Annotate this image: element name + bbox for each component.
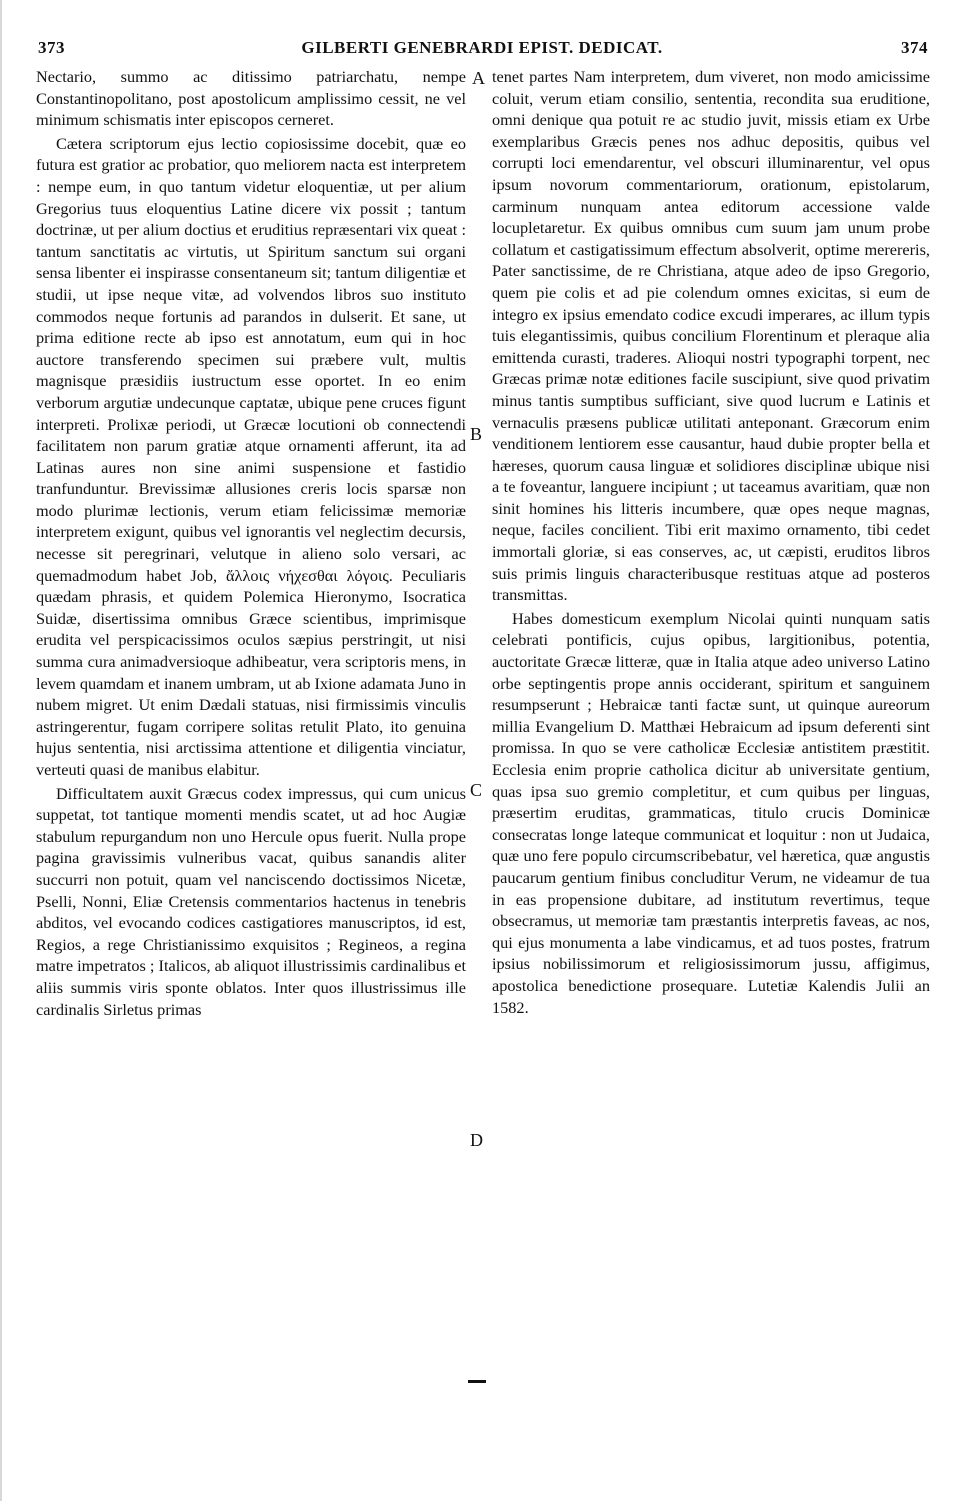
left-column	[36, 66, 466, 1022]
right-paragraph-2: Habes domesticum exemplum Nicolai quinti nunquam satis celebrati pontificis, cujus opibus, largitionibus, potentia, auctoritate Græcæ litteræ, quæ in Italia atque adeo universo Latino orbe septingentis prope annis occiderant, spiritum et sanguinem resumpserunt ; Hebraicæ tanti factæ sunt, ut quinque aureorum millia Evangelium D. Matthæi Hebraicum ad ipsum deferenti sint promissa. In quo se vere catholicæ Ecclesiæ antistitem præstitit. Ecclesia enim proprie catholica dicitur ab universitate gentium, quas ipsa suo gremio completitur, et cum quibus per linguas, præsertim eruditas, grammaticas, titulo crucis Dominicæ consecratas longe lateque communicat et loquitur : non ut Judaica, quæ uno fere populo circumscribebatur, vel hæretica, quæ angustis paucarum gentium finibus concluditur Verum, ne videamur de tua in eas propensione dubitare, ad institutum revertimus, teque obsecramus, ut memoriæ tam præstantis interpretis faveas, ac nos, qui ejus monumenta a labe vindicamus, et ad tuos postes, fratrum ipsius nobilissimorum et religiosissimorum jussu, affigimus, apostolica benedictione prosequare. Lutetiæ Kalendis Julii an 1582.	[492, 608, 930, 1017]
left-paragraph-2: Cætera scriptorum ejus lectio copiosissime docebit, quæ eo futura est gratior ac probatior, quo meliorem nacta est interpretem : nempe eum, in quo tantum videtur eloquentiæ, ut per alium Gregorius tuus eloquentius Latine dicere vix possit ; tantum doctrinæ, ut per alium doctius et eruditius repræsentari vix queat : tantum sanctitatis ac virtutis, ut Spiritum sanctum sui organi sensa libenter ei inspirasse consentaneum sit; tantum diligentiæ et studii, ut ipse neque vitæ, ad volvendos libros suo instituto commodos neque fortunis ad parandos in dulserit. Et sane, ut prima editione recte ab ipso est annotatum, eum qui in hoc auctore transferendo specimen sui præbere vult, multis magnisque præsidiis iustructum esse oportet. In eo enim verborum argutiæ undecunque captatæ, ubique pene cruces figunt interpreti. Prolixæ periodi, ut Græcæ locutioni ob connectendi facilitatem non parum gratiæ atque ornamenti afferunt, ita ad Latinas aures non sine animi suspensione et fastidio tranfunduntur. Brevissimæ allusiones creris locis sparsæ non modo plurimæ lectionis, verum etiam felicissimæ memoriæ interpretem exigunt, quibus vel ignorantis vel neglectim decursis, necesse sit peregrinari, velutque in alieno solo versari, ac quemadmodum habet Job, ἄλλοις νήχεσθαι λόγοις. Peculiaris quædam phrasis, et quidem Polemica Hieronymo, Isocratica Suidæ, disertissima omnibus Græce scientibus, imprimisque erudita vel perspicacissimos oculos sæpius perstringit, ut nisi summa cura animadversioque adhibeatur, vera scriptoris mens, in levem quamdam et inanem umbram, ut ab Ixione adamata Juno in nubem migret. Ut enim Dædali statuas, nisi firmissimis vinculis astringerentur, fugam corripere solitas retulit Plato, ito genuina hujus sententia, nisi arctissima attentione et diligentia vinciatur, verteuti quasi de manibus elabitur.	[36, 133, 466, 779]
margin-marker-c: C	[470, 780, 483, 800]
left-paragraph-1: Nectario, summo ac ditissimo patriarchatu, nempe Constantinopolitano, post apostolicum amplissimo cessit, ne vel minimum schismatis inter episcopos cerneret.	[36, 67, 466, 130]
margin-marker-b: B	[470, 424, 483, 444]
margin-marker-d: D	[470, 1130, 483, 1150]
footer-dash	[468, 1380, 486, 1383]
page-number-right: 374	[901, 38, 928, 57]
running-header	[30, 30, 934, 64]
right-column	[492, 66, 930, 1020]
right-paragraph-1: tenet partes Nam interpretem, dum viveret, non modo amicissime coluit, verum etiam consilio, sententia, recondita sua eruditione, omni denique qua potuit re ac studio juvit, missis etiam ex Urbe exemplaribus Græcis penes nos adhuc depositis, quibus vel corrupti loci emendarentur, vel obscuri illuminarentur, vel opus ipsum novorum commentariorum, orationum, epistolarum, carminum nunquam antea editorum accessione valde locupletaretur. Ex quibus omnibus cum suum jam unum probe collatum et castigatissimum effectum absolverit, optime merereris, Pater sanctissime, de re Christiana, atque adeo de ipso Gregorio, quem pie colis et ad pie colendum omnes exicitas, si eum de integro ex ipsius emendato codice excudi imperares, ac illum typis tuis elegantissimis, quibus concilium Florentinum et pleraque alia emittenda curasti, traderes. Alioqui nostri typographi torpent, nec Græcas primæ notæ editiones facile suscipiunt, sive quod privatim minus tantis sumptibus sufficiant, sive quod lucrum e Latinis et vernaculis præsens publicæ utilitati anteponant. Græcorum enim venditionem lentiorem esse causantur, haud dubie propter bella et hæreses, quorum causa linguæ et solidiores disciplinæ ubique nisi a te foveantur, languere incipiunt ; ut taceamus avaritiam, quæ non sinit homines his litteris incumbere, quæ opes neque magnas, neque, faciles concilient. Tibi erit maximo ornamento, tibi cedet immortali gloriæ, si eas conserves, ac, ut cæpisti, eruditos libros suis primis linguis characteribusque restituas atque ad posteros transmittas.	[492, 67, 930, 605]
scan-edge	[0, 0, 2, 1501]
left-paragraph-3: Difficultatem auxit Græcus codex impressus, qui cum unicus suppetat, tot tantique momenti mendis scatet, ut ad hoc Augiæ stabulum repurgandum non uno Hercule opus fuerit. Nulla prope pagina gravissimis vulneribus vacat, quibus sanandis aliter succurri non potuit, quam vel nanciscendo doctissimos Nicetæ, Pselli, Nonni, Eliæ Cretensis commentarios hactenus in tenebris abditos, vel evocando codices castigatiores manuscriptos, id est, Regios, a rege Christianissimo exquisitos ; Regineos, a regina matre impetratos ; Italicos, ab aliquot illustrissimis cardinalibus et aliis summis viris sponte oblatos. Inter quos illustrissimus ille cardinalis Sirletus primas	[36, 783, 467, 1019]
page-number-left: 373	[38, 38, 65, 57]
margin-marker-a: A	[472, 68, 485, 88]
running-title: GILBERTI GENEBRARDI EPIST. DEDICAT.	[301, 38, 663, 57]
